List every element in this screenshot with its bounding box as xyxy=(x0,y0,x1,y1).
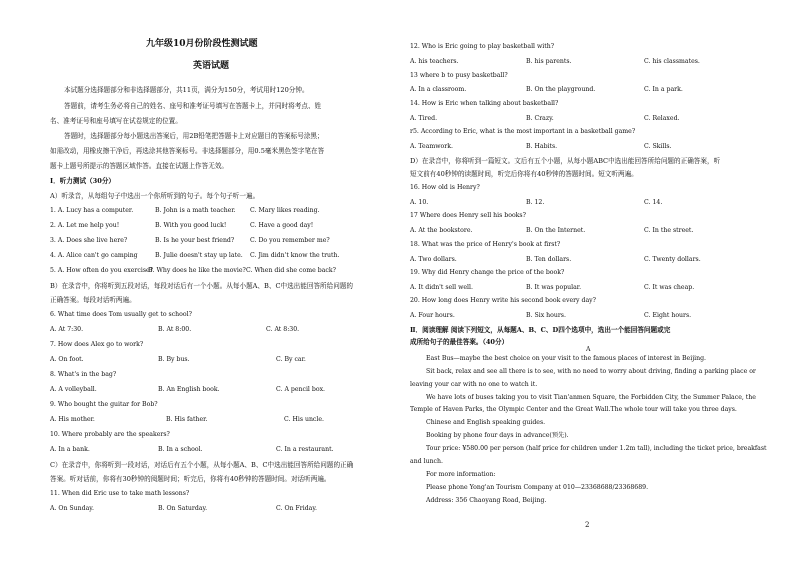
option: C. In a park. xyxy=(644,86,683,93)
part-instruction: 答案。听对话前，你将有30秒钟的阅题时间；听完后，你将有40秒钟的答题时间。对话听两遍。 xyxy=(50,475,331,483)
option: A. At the bookstore. xyxy=(410,227,473,234)
option: B. On the Internet. xyxy=(526,227,586,234)
part-instruction: C）在录音中，你将听到一段对话，对话后有五个小题，从每小题A、B、C中选出能回答所给问题的正确 xyxy=(50,461,354,469)
option: C. Mary likes reading. xyxy=(250,207,320,214)
option: 2. A. Let me help you! xyxy=(50,222,120,229)
passage-line: Chinese and English speaking guides. xyxy=(426,419,546,426)
option: B. his parents. xyxy=(526,58,572,65)
question: 12. Who is Eric going to play basketball with? xyxy=(410,43,555,50)
question: 17 Where does Henry sell his books? xyxy=(410,212,526,219)
option: C. A pencil box. xyxy=(276,386,326,393)
option: B. 12. xyxy=(526,199,545,206)
passage-line: Sit back, relax and see all there is to see, with no need to worry about driving, finding a parking place or xyxy=(426,368,756,375)
option: C. Relaxed. xyxy=(644,115,680,122)
instruction-line: 名、准考证号和座号填写在试卷规定的位置。 xyxy=(50,117,182,125)
page-number: 2 xyxy=(585,521,590,529)
option: 3. A. Does she live here? xyxy=(50,237,128,244)
question: 14. How is Eric when talking about basketball? xyxy=(410,100,559,107)
option: A. 10. xyxy=(410,199,429,206)
option: B. By bus. xyxy=(158,356,190,363)
passage-line: Booking by phone four days in advance(预先). xyxy=(426,432,569,439)
option: A. Two dollars. xyxy=(410,256,457,263)
option: B. In a school. xyxy=(158,446,203,453)
part-instruction: A）听录音，从每组句子中选出一个你所听到的句子。每个句子听一遍。 xyxy=(50,192,260,200)
section-heading: 成所给句子的最佳答案。（40分） xyxy=(410,338,509,346)
option: A. His mother. xyxy=(50,416,95,423)
section-heading: Ⅱ．阅读理解 阅读下列短文，从每题A、B、C、D四个选项中，选出一个能回答问题或完 xyxy=(410,326,671,334)
question: 11. When did Eric use to take math lessons? xyxy=(50,490,190,497)
option: C. It was cheap. xyxy=(644,284,695,291)
option: C. his classmates. xyxy=(644,58,700,65)
passage-line: Tour price: ¥580.00 per person (half price for children under 1.2m tall), including the ticket price, breakfast xyxy=(426,445,767,452)
part-instruction: 正确答案。每段对话听两遍。 xyxy=(50,296,136,304)
part-instruction: 短文前有40秒钟的读题时间，听完后你将有40秒钟的答题时间。短文听两遍。 xyxy=(410,170,638,178)
option: 5. A. How often do you exercise? xyxy=(50,267,153,274)
option: C. By car. xyxy=(276,356,306,363)
option: C. On Friday. xyxy=(276,505,317,512)
option: B. On Saturday. xyxy=(158,505,208,512)
option: B. Is he your best friend? xyxy=(155,237,235,244)
instruction-line: 题卡上题号所提示的答题区域作答。直接在试题上作答无效。 xyxy=(50,162,229,170)
passage-label: A xyxy=(586,346,591,353)
section-heading: Ⅰ．听力测试（30分） xyxy=(50,177,116,185)
option: B. An English book. xyxy=(158,386,220,393)
option: C. At 8:30. xyxy=(266,326,300,333)
passage-line: Please phone Yong'an Tourism Company at 010—23368688/23368689. xyxy=(426,484,649,491)
question: 16. How old is Henry? xyxy=(410,184,480,191)
option: C. Twenty dollars. xyxy=(644,256,701,263)
option: A. A volleyball. xyxy=(50,386,97,393)
exam-title: 九年级10月份阶段性测试题 xyxy=(146,39,258,49)
option: A. On foot. xyxy=(50,356,84,363)
question: 9. Who bought the guitar for Bob? xyxy=(50,401,158,408)
option: A. In a bank. xyxy=(50,446,90,453)
option: A. Tired. xyxy=(410,115,438,122)
question: 20. How long does Henry write his second book every day? xyxy=(410,297,596,304)
passage-line: leaving your car with no one to watch it. xyxy=(410,381,538,388)
option: A. Teamwork. xyxy=(410,143,453,150)
option: B. Ten dollars. xyxy=(526,256,572,263)
option: C. When did she come back? xyxy=(246,267,336,274)
passage-line: East Bus—maybe the best choice on your visit to the famous places of interest in Beijing. xyxy=(426,355,707,362)
question: 18. What was the price of Henry's book at first? xyxy=(410,241,561,248)
question: r5. According to Eric, what is the most important in a basketball game? xyxy=(410,128,636,135)
option: C. Jim didn't know the truth. xyxy=(250,252,340,259)
instruction-line: 答题前，请考生务必将自己的姓名、座号和准考证号填写在答题卡上，并同时将考点、姓 xyxy=(64,102,322,110)
passage-line: Temple of Haven Parks, the Olympic Center and the Great Wall.The whole tour will take you three days. xyxy=(410,406,737,413)
instruction-line: 本试题分选择题部分和非选择题部分，共11页，满分为150分，考试用时120分钟。 xyxy=(64,86,309,94)
option: 1. A. Lucy has a computer. xyxy=(50,207,134,214)
exam-subtitle: 英语试题 xyxy=(193,61,230,71)
option: B. It was popular. xyxy=(526,284,582,291)
option: C. His uncle. xyxy=(284,416,325,423)
option: B. Julie doesn't stay up late. xyxy=(155,252,243,259)
right-page xyxy=(397,0,794,561)
option: C. Have a good day! xyxy=(250,222,314,229)
option: B. Six hours. xyxy=(526,312,566,319)
option: C. In the street. xyxy=(644,227,694,234)
option: A. On Sunday. xyxy=(50,505,94,512)
option: 4. A. Alice can't go camping xyxy=(50,252,138,259)
option: B. Habits. xyxy=(526,143,558,150)
option: B. John is a math teacher. xyxy=(155,207,236,214)
option: C. Do you remember me? xyxy=(250,237,330,244)
part-instruction: B）在录音中，你将听到五段对话，每段对话后有一个小题。从每小题A、B、C中选出能回答所给问题的 xyxy=(50,282,354,290)
question: 10. Where probably are the speakers? xyxy=(50,431,170,438)
question: 6. What time does Tom usually get to school? xyxy=(50,311,192,318)
passage-line: and lunch. xyxy=(410,458,443,465)
option: B. On the playground. xyxy=(526,86,596,93)
option: A. At 7:30. xyxy=(50,326,84,333)
option: C. 14. xyxy=(644,199,663,206)
question: 13 where b to pusy basketball? xyxy=(410,72,508,79)
option: A. Four hours. xyxy=(410,312,455,319)
option: A. his teachers. xyxy=(410,58,459,65)
option: C. Eight hours. xyxy=(644,312,692,319)
instruction-line: 答题时，选择题部分每小题选出答案后，用2B铅笔把答题卡上对应题目的答案标号涂黑； xyxy=(64,132,324,140)
option: B. At 8:00. xyxy=(158,326,192,333)
part-instruction: D）在录音中，你将听到一篇短文。文后有五个小题，从每小题ABC中选出能回答所给问题的正确答案，听 xyxy=(410,157,721,165)
passage-line: Address: 356 Chaoyang Road, Beijing. xyxy=(426,497,547,504)
instruction-line: 如需改动，用橡皮擦干净后，再选涂其他答案标号。非选择题部分，用0.5毫米黑色签字笔在答 xyxy=(50,147,325,155)
option: B. Crazy. xyxy=(526,115,554,122)
question: 8. What's in the bag? xyxy=(50,371,117,378)
option: C. In a restaurant. xyxy=(276,446,334,453)
passage-line: We have lots of buses taking you to visit Tian'anmen Square, the Forbidden City, the Summer Palace, the xyxy=(426,394,756,401)
option: B. With you good luck! xyxy=(155,222,227,229)
option: B. Why does he like the movie? xyxy=(148,267,246,274)
question: 19. Why did Henry change the price of the book? xyxy=(410,269,565,276)
passage-line: For more information: xyxy=(426,471,496,478)
option: A. In a classroom. xyxy=(410,86,467,93)
question: 7. How does Alex go to work? xyxy=(50,341,144,348)
option: A. It didn't sell well. xyxy=(410,284,473,291)
option: B. His father. xyxy=(166,416,208,423)
option: C. Skills. xyxy=(644,143,672,150)
